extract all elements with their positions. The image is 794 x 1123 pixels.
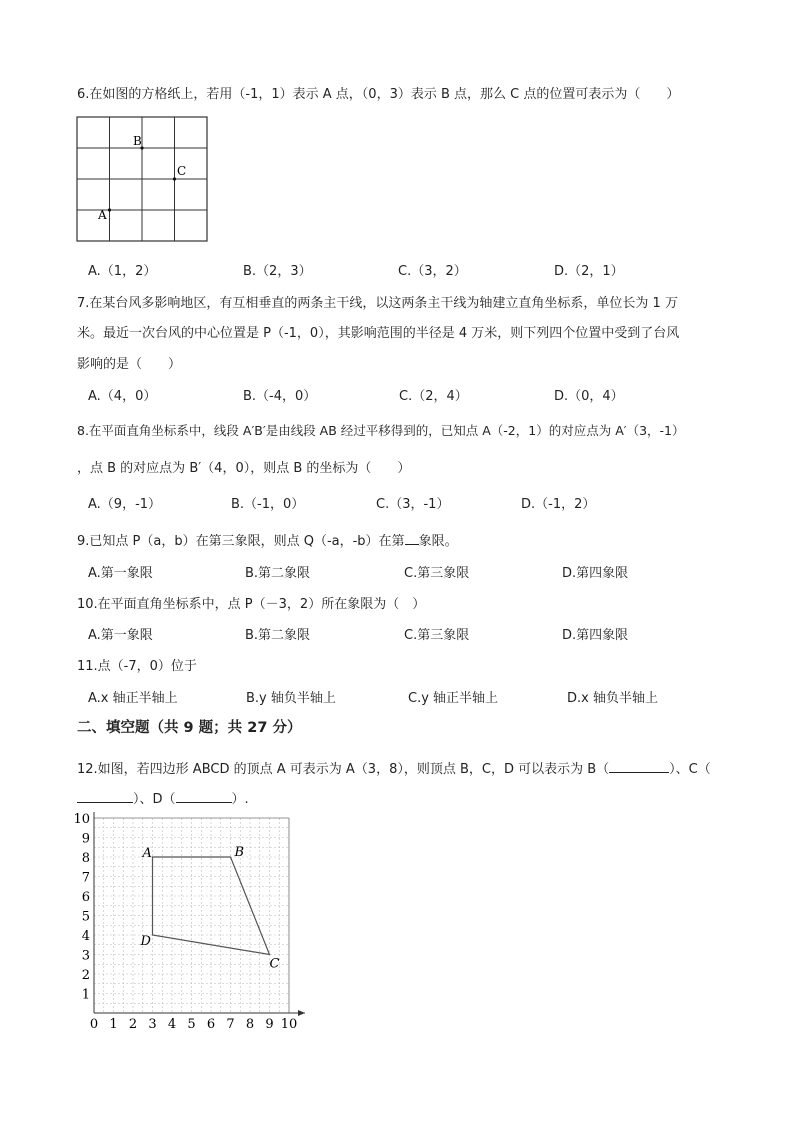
y-tick-label: 8 [81,851,90,866]
q6-label-b: B [133,134,142,148]
q11-option-d[interactable]: D.x 轴负半轴上 [567,691,658,706]
q7-stem-line3: 影响的是（ ） [77,357,182,372]
q10-options [88,624,728,642]
q9-stem-pre: 9.已知点 P（a，b）在第三象限，则点 Q（-a，-b）在第 [77,534,405,549]
q9-stem-post: 象限。 [418,534,458,549]
q12-stem-d: ）、D（ [133,792,176,807]
q12-blank-b[interactable] [609,760,669,773]
q8-option-a[interactable]: A.（9，-1） [88,497,162,512]
y-tick-label: 10 [73,812,90,827]
q12-blank-c[interactable] [77,790,133,803]
q8-stem-line1: 8.在平面直角坐标系中，线段 A′B′是由线段 AB 经过平移得到的，已知点 A（-2，1）的对应点为 A′（3，-1） [77,423,685,438]
q7-option-d[interactable]: D.（0，4） [554,389,624,404]
q12-stem-line2 [77,788,249,807]
q7-option-b[interactable]: B.（-4，0） [243,389,317,404]
x-tick-label: 9 [265,1017,274,1032]
q12-stem-line1 [77,758,711,777]
q6-label-a: A [98,208,107,222]
vertex-label-a: A [142,846,152,861]
y-tick-label: 4 [81,929,90,944]
q9-options [88,562,728,580]
x-tick-label: 1 [109,1017,118,1032]
q8-option-d[interactable]: D.（-1，2） [521,497,596,512]
q9-stem [77,530,458,549]
y-tick-label: 1 [81,987,90,1003]
q6-label-c: C [177,164,187,178]
q12-stem-pre: 12.如图，若四边形 ABCD 的顶点 A 可表示为 A（3，8），则顶点 B，C，D 可以表示为 B（ [77,762,610,777]
x-tick-label: 5 [187,1017,196,1032]
q12-stem-mid: ）、C（ [669,762,711,777]
q9-option-c[interactable]: C.第三象限 [404,566,470,581]
q10-option-d[interactable]: D.第四象限 [562,628,629,643]
q9-option-b[interactable]: B.第二象限 [245,566,311,581]
q7-stem-line2: 米。最近一次台风的中心位置是 P（-1，0），其影响范围的半径是 4 万米，则下列四个位置中受到了台风 [77,326,680,341]
q10-stem: 10.在平面直角坐标系中，点 P（－3，2）所在象限为（ ） [77,597,426,612]
q6-stem: 6.在如图的方格纸上，若用（-1，1）表示 A 点，（0，3）表示 B 点，那么 C 点的位置可表示为（ ） [77,87,680,102]
q6-option-c[interactable]: C.（3，2） [398,264,467,279]
y-tick-label: 7 [81,870,90,886]
q9-option-d[interactable]: D.第四象限 [562,566,629,581]
q10-option-a[interactable]: A.第一象限 [88,628,153,643]
q8-stem-line2: ，点 B 的对应点为 B′（4，0），则点 B 的坐标为（ ） [77,461,411,476]
q6-option-b[interactable]: B.（2，3） [243,264,312,279]
q6-options [88,260,728,278]
q6-option-d[interactable]: D.（2，1） [554,264,624,279]
section-2-title: 二、填空题（共 9 题；共 27 分） [77,720,302,736]
x-tick-label: 10 [280,1017,298,1032]
q11-option-c[interactable]: C.y 轴正半轴上 [408,691,499,706]
q9-option-a[interactable]: A.第一象限 [88,566,153,581]
x-tick-label: 6 [206,1017,216,1032]
y-tick-label: 9 [81,831,90,847]
q12-blank-d[interactable] [176,790,232,803]
q11-options [88,687,728,705]
x-axis-arrow-icon [298,1010,305,1016]
q12-coordinate-chart [64,812,314,1047]
q11-option-b[interactable]: B.y 轴负半轴上 [246,691,336,706]
y-tick-label: 3 [81,948,90,964]
y-tick-label: 5 [81,909,90,925]
x-tick-label: 2 [128,1017,138,1032]
q7-options [88,385,728,403]
y-tick-label: 2 [81,968,90,983]
q10-option-c[interactable]: C.第三象限 [404,628,470,643]
y-tick-label: 6 [81,890,90,905]
q7-stem-line1: 7.在某台风多影响地区，有互相垂直的两条主干线，以这两条主干线为轴建立直角坐标系，单位长为 1 万 [77,296,678,311]
q9-answer-blank[interactable] [405,532,419,545]
x-tick-label: 0 [89,1017,99,1032]
vertex-label-d: D [140,934,151,949]
x-tick-label: 3 [148,1017,157,1032]
x-tick-label: 7 [226,1017,235,1032]
q8-option-c[interactable]: C.（3，-1） [376,497,450,512]
q6-point-a [108,208,111,211]
q7-option-a[interactable]: A.（4，0） [88,389,157,404]
q6-point-c [173,177,176,180]
q8-option-b[interactable]: B.（-1，0） [231,497,305,512]
q7-option-c[interactable]: C.（2，4） [399,389,468,404]
vertex-label-c: C [269,956,280,972]
q11-stem: 11.点（-7，0）位于 [77,659,197,674]
q11-option-a[interactable]: A.x 轴正半轴上 [88,691,178,706]
q6-grid-figure [76,116,210,244]
q8-options [88,493,728,511]
x-tick-label: 8 [245,1017,255,1032]
q10-option-b[interactable]: B.第二象限 [245,628,311,643]
vertex-label-b: B [234,845,245,860]
q6-option-a[interactable]: A.（1，2） [88,264,157,279]
q12-stem-end: ）. [231,792,249,807]
x-tick-label: 4 [167,1017,177,1032]
